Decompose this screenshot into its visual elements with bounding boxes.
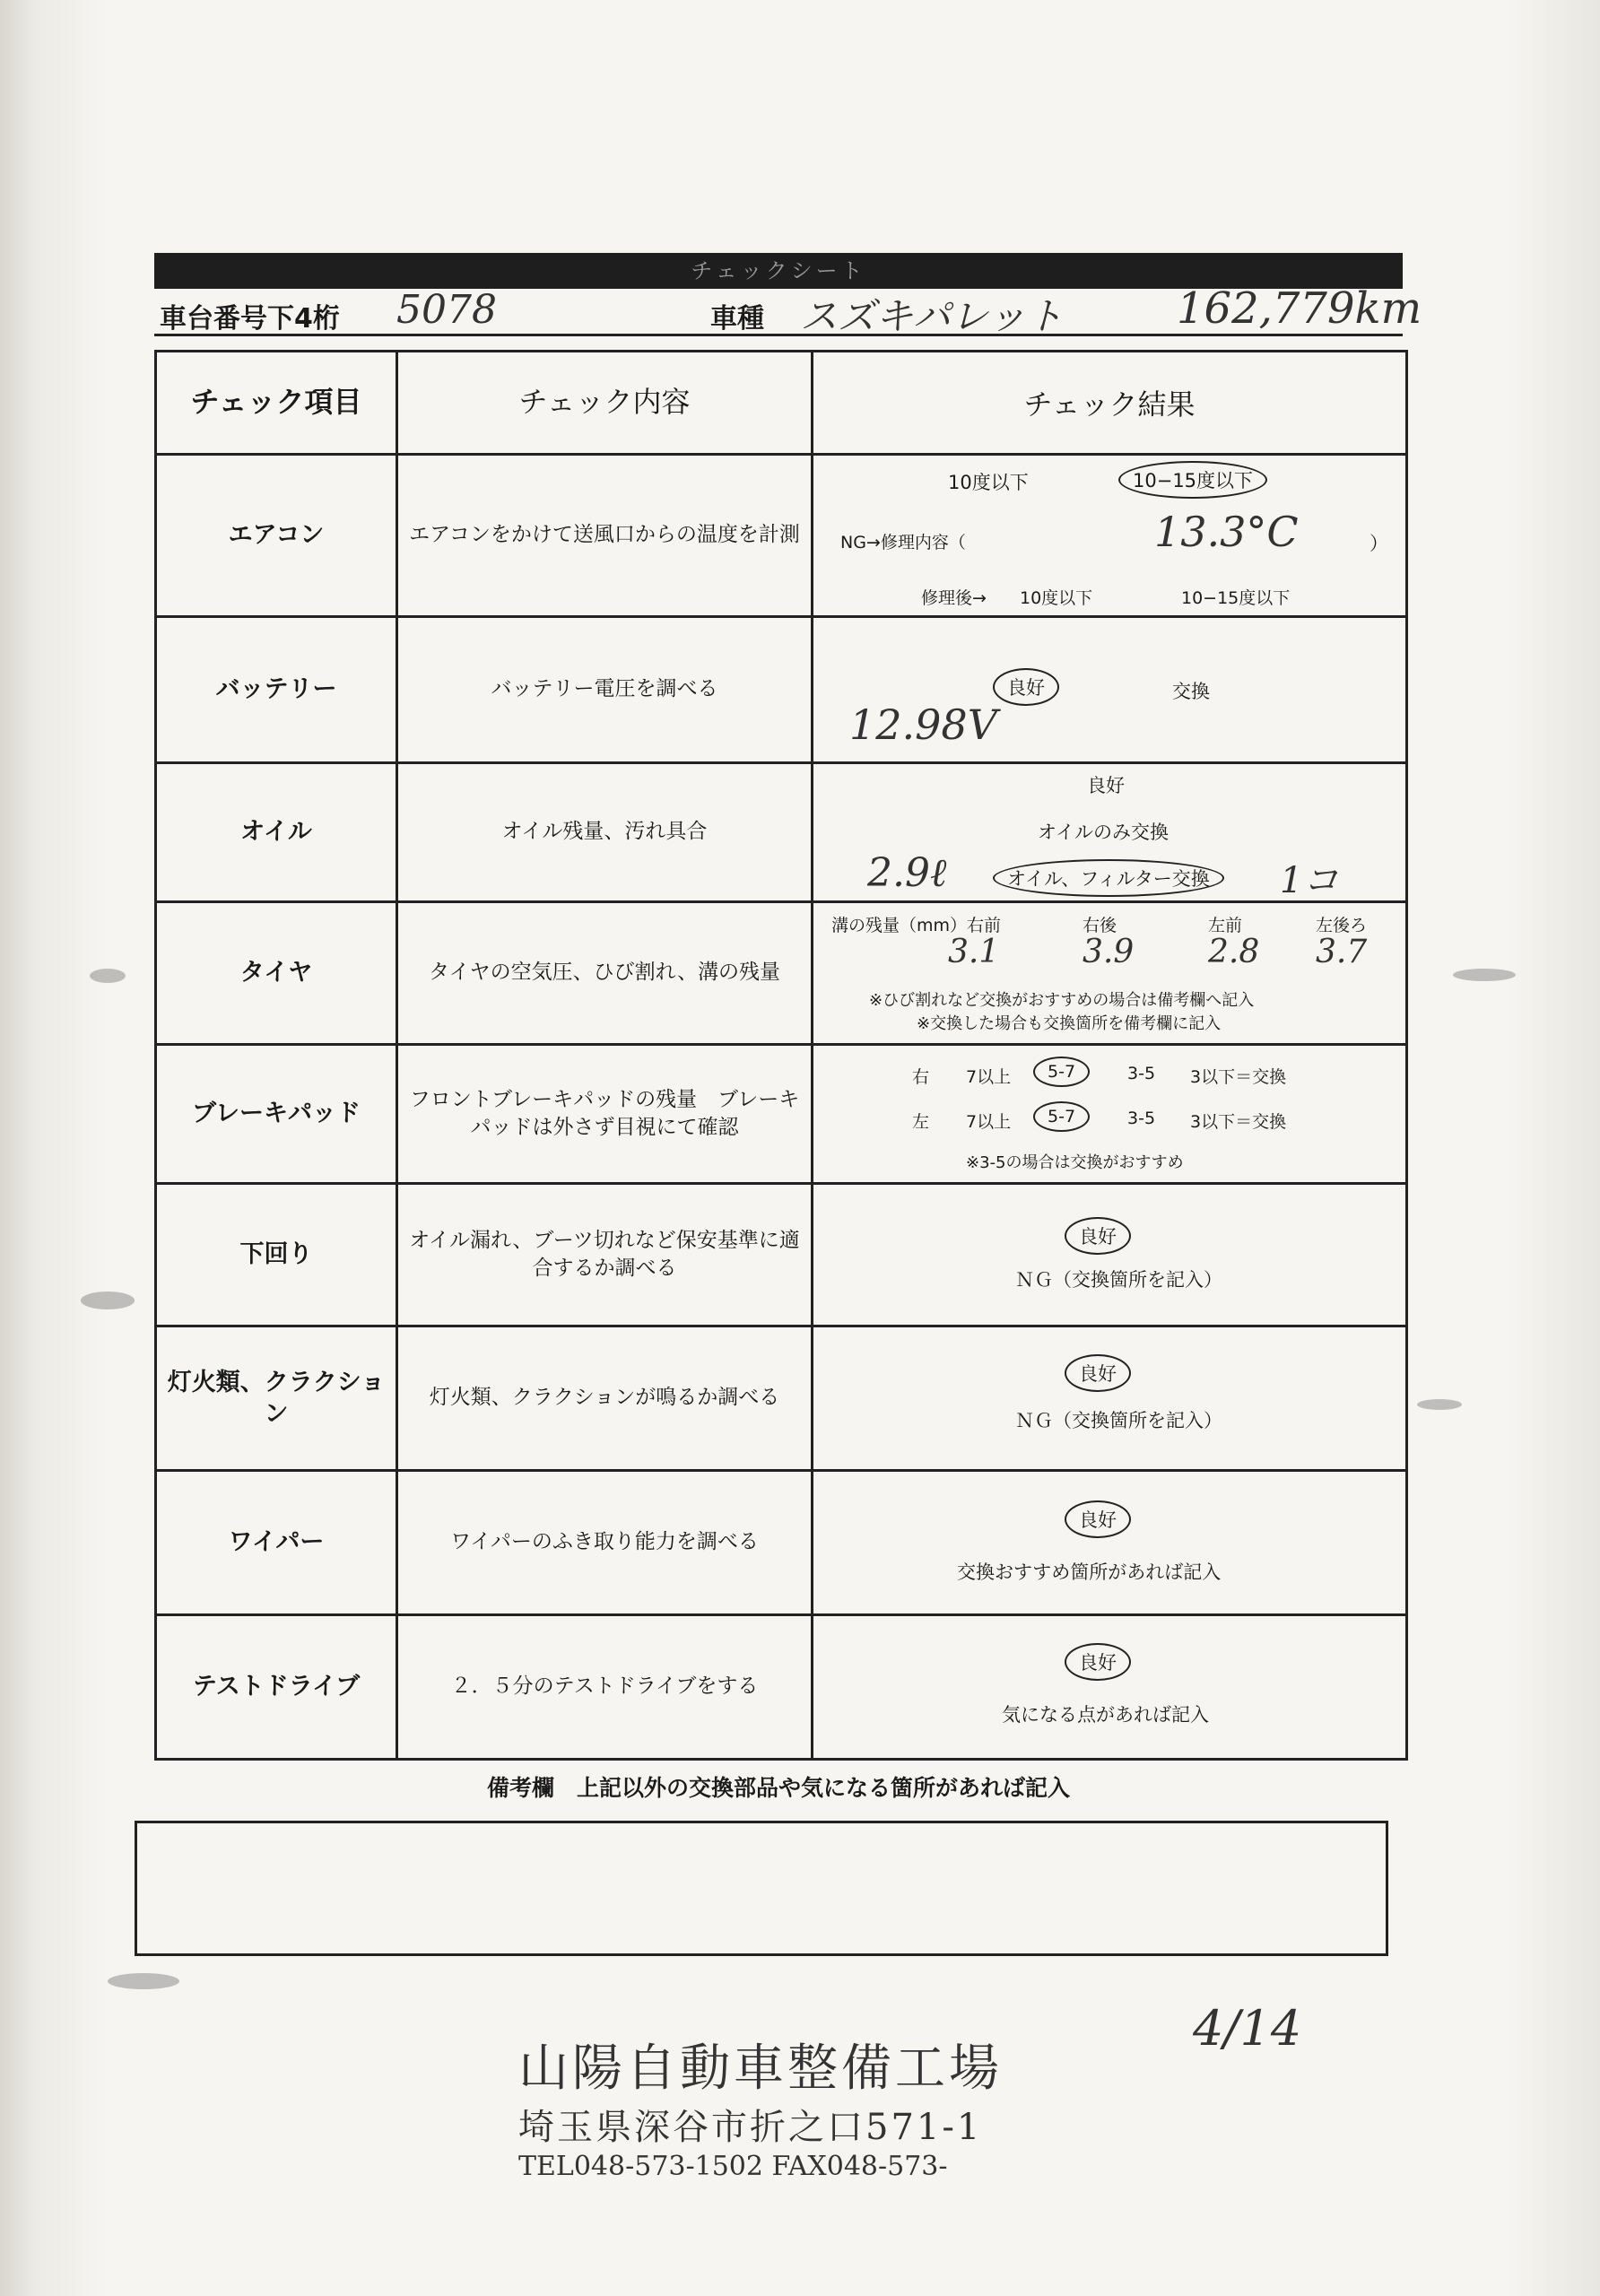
header-content: チェック内容: [398, 352, 813, 453]
check-sheet: [135, 253, 1422, 1975]
brake-right-o4: 3以下＝交換: [1190, 1067, 1287, 1087]
brake-content: フロントブレーキパッドの残量 ブレーキパッドは外さず目視にて確認: [398, 1046, 813, 1182]
test-item: テストドライブ: [157, 1616, 398, 1758]
brake-right-label: 右: [912, 1067, 930, 1087]
oil-result: [813, 764, 1405, 900]
speck: [1417, 1399, 1462, 1410]
battery-replace: 交換: [1172, 681, 1210, 702]
wiper-note: 交換おすすめ箇所があれば記入: [957, 1561, 1222, 1583]
row-battery: [157, 618, 1405, 764]
tire-lr-label: 左後ろ: [1316, 916, 1368, 935]
aircon-opt-mid: 10−15度以下: [1118, 461, 1267, 499]
tire-depth-label: 溝の残量（mm）右前: [831, 916, 1002, 935]
speck: [81, 1292, 135, 1309]
oil-note: 1コ: [1280, 860, 1339, 901]
aircon-result: [813, 456, 1405, 615]
lights-item: 灯火類、クラクション: [157, 1327, 398, 1469]
aircon-reading: 13.3°C: [1154, 508, 1299, 556]
test-note: 気になる点があれば記入: [1002, 1704, 1209, 1726]
wiper-result: [813, 1472, 1405, 1613]
test-good: 良好: [1065, 1643, 1131, 1681]
odometer-value: 162,779km: [1177, 283, 1422, 334]
lights-result: [813, 1327, 1405, 1469]
tire-note2: ※交換した場合も交換箇所を備考欄に記入: [917, 1014, 1222, 1033]
brake-left-label: 左: [912, 1112, 930, 1132]
wiper-item: ワイパー: [157, 1472, 398, 1613]
battery-content: バッテリー電圧を調べる: [398, 618, 813, 761]
oil-item: オイル: [157, 764, 398, 900]
aircon-content: エアコンをかけて送風口からの温度を計測: [398, 456, 813, 615]
lights-ng: ＮＧ（交換箇所を記入）: [1015, 1410, 1222, 1431]
speck: [90, 969, 126, 983]
model-label: 車種: [710, 303, 764, 335]
battery-good: 良好: [993, 668, 1059, 706]
tire-result: [813, 903, 1405, 1043]
speck: [1453, 969, 1516, 981]
row-test-drive: [157, 1616, 1405, 1761]
aircon-ng-label: NG→修理内容（: [840, 533, 966, 552]
oil-filter: オイル、フィルター交換: [993, 859, 1224, 897]
tire-lr-value: 3.7: [1316, 934, 1368, 970]
tire-note1: ※ひび割れなど交換がおすすめの場合は備考欄へ記入: [869, 991, 1255, 1010]
tire-rf-value: 3.1: [948, 934, 1000, 970]
table-header: [157, 352, 1405, 456]
aircon-opt-low: 10度以下: [948, 472, 1029, 493]
vehicle-no-value: 5078: [396, 287, 497, 333]
battery-item: バッテリー: [157, 618, 398, 761]
company-address: 埼玉県深谷市折之口571-1: [518, 2107, 983, 2148]
oil-reading: 2.9ℓ: [867, 850, 947, 896]
brake-left-o1: 7以上: [966, 1112, 1012, 1132]
test-result: [813, 1616, 1405, 1758]
wiper-good: 良好: [1065, 1500, 1131, 1538]
row-oil: [157, 764, 1405, 903]
lights-content: 灯火類、クラクションが鳴るか調べる: [398, 1327, 813, 1469]
brake-item: ブレーキパッド: [157, 1046, 398, 1182]
aircon-after-mid: 10−15度以下: [1181, 588, 1291, 608]
under-good: 良好: [1065, 1217, 1131, 1255]
brake-left-o2: 5-7: [1033, 1101, 1090, 1132]
oil-content: オイル残量、汚れ具合: [398, 764, 813, 900]
lights-good: 良好: [1065, 1354, 1131, 1392]
form-banner: チェックシート: [154, 253, 1403, 289]
row-tire: [157, 903, 1405, 1046]
row-aircon: [157, 456, 1405, 618]
aircon-after-low: 10度以下: [1020, 588, 1093, 608]
remarks-box: [135, 1821, 1388, 1956]
brake-left-o4: 3以下＝交換: [1190, 1112, 1287, 1132]
under-result: [813, 1185, 1405, 1325]
row-under: [157, 1185, 1405, 1327]
brake-right-o2: 5-7: [1033, 1057, 1090, 1087]
oil-only: オイルのみ交換: [1038, 822, 1169, 843]
vehicle-info-row: [154, 283, 1422, 338]
company-contact: TEL048-573-1502 FAX048-573-: [518, 2151, 948, 2182]
company-name: 山陽自動車整備工場: [518, 2039, 1003, 2098]
speck: [108, 1973, 179, 1989]
check-table: [154, 350, 1408, 1761]
wiper-content: ワイパーのふき取り能力を調べる: [398, 1472, 813, 1613]
battery-result: [813, 618, 1405, 761]
under-item: 下回り: [157, 1185, 398, 1325]
aircon-item: エアコン: [157, 456, 398, 615]
header-result: チェック結果: [1023, 387, 1196, 422]
test-content: ２．５分のテストドライブをする: [398, 1616, 813, 1758]
brake-left-o3: 3-5: [1127, 1109, 1156, 1128]
oil-good: 良好: [1087, 775, 1125, 796]
remarks-title: 備考欄 上記以外の交換部品や気になる箇所があれば記入: [486, 1775, 1070, 1801]
tire-rr-value: 3.9: [1083, 934, 1135, 970]
brake-result: [813, 1046, 1405, 1182]
brake-right-o1: 7以上: [966, 1067, 1012, 1087]
under-content: オイル漏れ、ブーツ切れなど保安基準に適合するか調べる: [398, 1185, 813, 1325]
tire-content: タイヤの空気圧、ひび割れ、溝の残量: [398, 903, 813, 1043]
aircon-ng-close: ）: [1370, 533, 1388, 554]
header-item: チェック項目: [157, 352, 398, 453]
aircon-after-label: 修理後→: [921, 588, 987, 608]
vehicle-no-label: 車台番号下4桁: [160, 303, 340, 335]
row-lights: [157, 1327, 1405, 1472]
row-brake: [157, 1046, 1405, 1185]
tire-lf-label: 左前: [1208, 916, 1243, 935]
row-wiper: [157, 1472, 1405, 1616]
brake-right-o3: 3-5: [1127, 1064, 1156, 1083]
model-value: スズキパレット: [800, 294, 1064, 338]
tire-lf-value: 2.8: [1208, 934, 1260, 970]
date-note: 4/14: [1193, 2000, 1302, 2057]
battery-reading: 12.98V: [849, 700, 997, 749]
under-ng: ＮＧ（交換箇所を記入）: [1015, 1269, 1222, 1291]
tire-rr-label: 右後: [1083, 916, 1117, 935]
tire-item: タイヤ: [157, 903, 398, 1043]
brake-note: ※3-5の場合は交換がおすすめ: [966, 1153, 1184, 1172]
